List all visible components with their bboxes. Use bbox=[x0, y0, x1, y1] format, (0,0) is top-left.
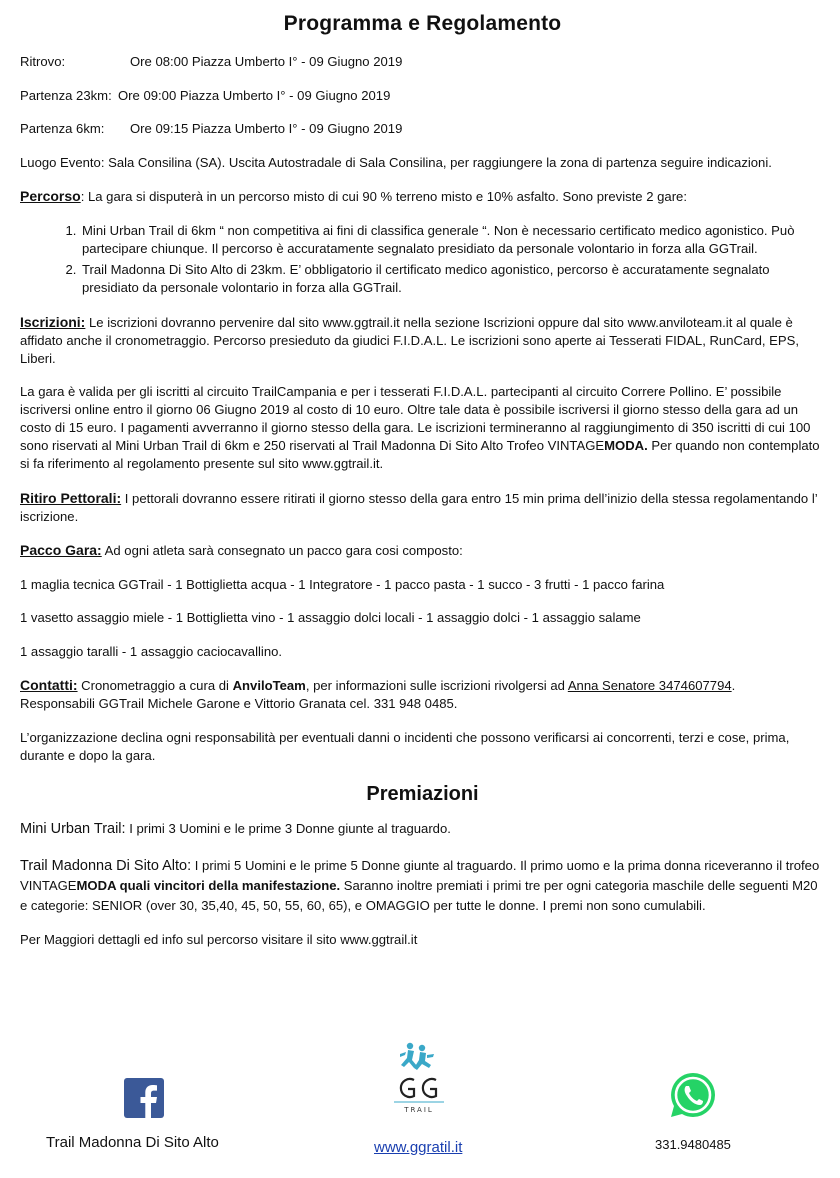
premio-mini bbox=[20, 820, 825, 838]
race-list bbox=[20, 222, 825, 297]
facebook-icon[interactable] bbox=[124, 1078, 164, 1118]
premio-mini-text: I primi 3 Uomini e le prime 3 Donne giunte al traguardo. bbox=[125, 820, 451, 836]
iscrizioni-section bbox=[20, 313, 825, 368]
premio-trail-lead: Trail Madonna Di Sito Alto: bbox=[20, 857, 192, 874]
schedule-label: Partenza 6km: bbox=[20, 121, 105, 136]
iscrizioni-details-text: La gara è valida per gli iscritti al circuito TrailCampania e per i tesserati F.I.D.A.L. partecipanti al circuito Correre Pollino. E’ possibile iscriversi online entro il giorno 06 Giugno 2019 al costo di 10 euro. Oltre tale data è possibile iscriversi il giorno stesso della gara ad un costo di 15 euro. I pagamenti avverranno il giorno stesso della gara. Le iscrizioni termineranno al raggiungimento di 350 iscritti di cui 100 sono riservati al Mini Urban Trail di 6km e 250 riservati al Trail Madonna Di Sito Alto Trofeo VINTAGE bbox=[20, 384, 811, 453]
premio-trail-text: I primi 5 Uomini e le prime 5 Donne giunte al traguardo. Il primo uomo e la prima donna riceveranno il trofeo VINTAGE bbox=[20, 857, 820, 893]
moda-bold: MODA. bbox=[604, 438, 648, 453]
contatti-text: Cronometraggio a cura di bbox=[77, 678, 233, 693]
iscrizioni-details-end: Per quando non contemplato si fa riferimento al regolamento presente sul sito www.ggtrail.it. bbox=[20, 438, 820, 471]
race-item-mini-urban: 1. Mini Urban Trail di 6km “ non competitiva ai fini di classifica generale “. Non è necessario certificato medico agonistico. Può partecipare chiunque. Il percorso è accuratamente segnalato presidiato da personale volontario in forza alla GGTrail. bbox=[80, 222, 825, 258]
website-link[interactable]: www.ggratil.it bbox=[374, 1139, 463, 1156]
contatti-responsabili: Responsabili GGTrail Michele Garone e Vittorio Granata cel. 331 948 0485. bbox=[20, 696, 458, 711]
percorso-heading: Percorso bbox=[20, 188, 81, 204]
pacco-line: 1 maglia tecnica GGTrail - 1 Bottiglietta acqua - 1 Integratore - 1 pacco pasta - 1 succo - 3 frutti - 1 pacco farina bbox=[20, 576, 665, 592]
pacco-text: Ad ogni atleta sarà consegnato un pacco gara cosi composto: bbox=[101, 543, 463, 558]
percorso-section bbox=[20, 187, 825, 206]
schedule-value: Ore 08:00 Piazza Umberto I° - 09 Giugno 2019 bbox=[130, 54, 403, 69]
pacco-section bbox=[20, 541, 825, 560]
pacco-heading: Pacco Gara: bbox=[20, 542, 102, 558]
iscrizioni-heading: Iscrizioni: bbox=[20, 313, 86, 330]
pettorali-section bbox=[20, 489, 825, 526]
gg-trail-logo bbox=[386, 1040, 452, 1122]
pettorali-heading: Ritiro Pettorali: bbox=[20, 489, 122, 506]
schedule-ritrovo bbox=[20, 53, 825, 71]
page-title: Programma e Regolamento bbox=[283, 12, 562, 35]
disclaimer: L’organizzazione declina ogni responsabilità per eventuali danni o incidenti che possono verificarsi ai concorrenti, terzi e cose, prima, durante e dopo la gara. bbox=[20, 729, 790, 763]
pacco-line: 1 assaggio taralli - 1 assaggio caciocavallino. bbox=[20, 643, 283, 659]
premio-trail bbox=[20, 856, 825, 916]
document-page bbox=[20, 12, 825, 964]
premio-trail-text-2: Saranno inoltre premiati i primi tre per ogni categoria maschile delle seguenti M20 e categorie: SENIOR (over 30, 35,40, 45, 50, 55, 60, 65), e OMAGGIO per tutte le donne. I premi non sono cumulabili. bbox=[20, 878, 818, 913]
pettorali-text: I pettorali dovranno essere ritirati il giorno stesso della gara entro 15 min prima dell’inizio della stessa regolamentando l’ iscrizione. bbox=[20, 490, 818, 524]
more-info: Per Maggiori dettagli ed info sul percorso visitare il sito www.ggtrail.it bbox=[20, 931, 418, 947]
contact-link[interactable]: Anna Senatore 3474607794 bbox=[567, 678, 732, 693]
iscrizioni-details bbox=[20, 383, 825, 473]
whatsapp-icon[interactable] bbox=[668, 1070, 718, 1120]
premiazioni-title: Premiazioni bbox=[366, 782, 479, 805]
schedule-value: Ore 09:00 Piazza Umberto I° - 09 Giugno 2019 bbox=[118, 87, 391, 103]
premio-trail-bold: MODA quali vincitori della manifestazione. bbox=[76, 878, 341, 893]
premio-mini-lead: Mini Urban Trail: bbox=[20, 820, 126, 837]
luogo-evento: Luogo Evento: Sala Consilina (SA). Uscita Autostradale di Sala Consilina, per raggiungere la zona di partenza seguire indicazioni. bbox=[20, 154, 772, 170]
contatti-heading: Contatti: bbox=[20, 677, 78, 693]
footer bbox=[0, 1040, 840, 1178]
anviloteam-bold: AnviloTeam bbox=[232, 678, 306, 693]
schedule-partenza-23km bbox=[20, 87, 825, 105]
percorso-text: : La gara si disputerà in un percorso misto di cui 90 % terreno misto e 10% asfalto. Sono previste 2 gare: bbox=[80, 189, 687, 204]
facebook-page-name[interactable]: Trail Madonna Di Sito Alto bbox=[46, 1134, 219, 1151]
contatti-section bbox=[20, 676, 825, 713]
contatti-dot: . bbox=[731, 678, 736, 693]
schedule-label: Ritrovo: bbox=[20, 54, 66, 69]
phone-number: 331.9480485 bbox=[655, 1137, 731, 1152]
race-item-trail: 2. Trail Madonna Di Sito Alto di 23km. E’ obbligatorio il certificato medico agonistico, percorso è accuratamente segnalato presidiato da personale volontario in forza alla GGTrail. bbox=[80, 261, 825, 297]
logo-text: TRAIL bbox=[404, 1106, 434, 1114]
schedule-label: Partenza 23km: bbox=[20, 87, 112, 103]
iscrizioni-text: Le iscrizioni dovranno pervenire dal sito www.ggtrail.it nella sezione Iscrizioni oppure dal sito www.anviloteam.it al quale è affidato anche il cronometraggio. Percorso presieduto da giudici F.I.D.A.L. Le iscrizioni sono aperte ai Tesserati FIDAL, RunCard, EPS, Liberi. bbox=[20, 314, 799, 366]
contatti-text-2: , per informazioni sulle iscrizioni rivolgersi ad bbox=[305, 678, 568, 693]
schedule-partenza-6km bbox=[20, 120, 825, 138]
schedule-value: Ore 09:15 Piazza Umberto I° - 09 Giugno 2019 bbox=[130, 121, 403, 136]
pacco-line: 1 vasetto assaggio miele - 1 Bottiglietta vino - 1 assaggio dolci locali - 1 assaggio dolci - 1 assaggio salame bbox=[20, 610, 641, 625]
